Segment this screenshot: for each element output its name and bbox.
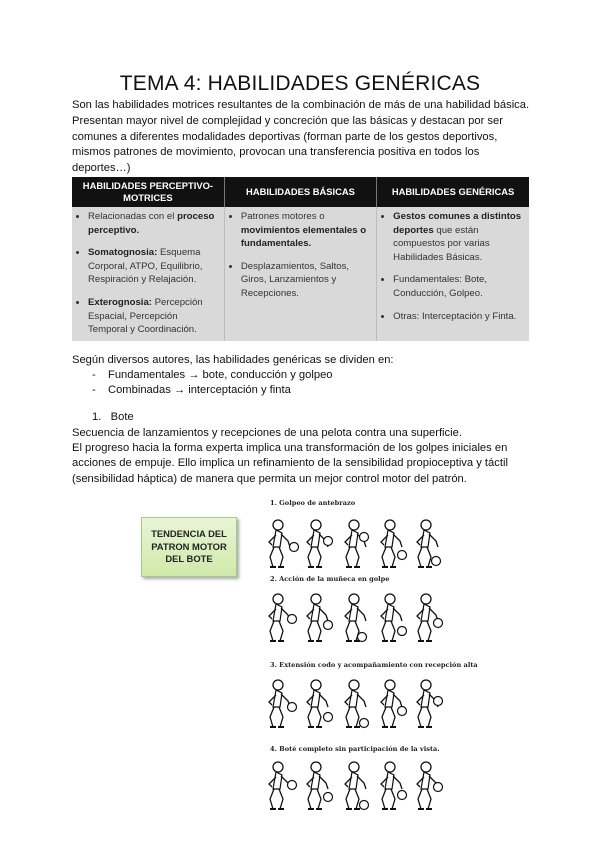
- list-item: • Gestos comunes a distintos deportes que están compuestos por varias Habilidades Básicas.: [393, 210, 524, 264]
- list-item: - Fundamentales → bote, conducción y golpeo: [92, 369, 333, 381]
- header-basicas: HABILIDADES BÁSICAS: [224, 177, 376, 207]
- list-item: • Fundamentales: Bote, Conducción, Golpeo.: [393, 273, 524, 300]
- row-3-figures: [269, 680, 443, 728]
- list-item: • Desplazamientos, Saltos, Giros, Lanzamientos y Recepciones.: [241, 260, 371, 301]
- pattern-label-box: TENDENCIA DEL PATRON MOTOR DEL BOTE: [141, 517, 237, 577]
- figure-caption: 2. Acción de la muñeca en golpe: [270, 575, 390, 583]
- division-intro: Según diversos autores, las habilidades genéricas se dividen en:: [72, 354, 394, 366]
- figure-caption: 1. Golpeo de antebrazo: [270, 499, 356, 507]
- page-title: TEMA 4: HABILIDADES GENÉRICAS: [119, 72, 481, 95]
- header-genericas: HABILIDADES GENÉRICAS: [377, 177, 529, 207]
- row-2-figures: [269, 594, 443, 642]
- list-item: • Relacionadas con el proceso perceptivo.: [88, 210, 219, 237]
- list-item: • Otras: Interceptación y Finta.: [393, 310, 524, 324]
- bote-pattern-illustration: [262, 495, 462, 825]
- row-1-figures: [269, 520, 441, 567]
- cell-genericas: [377, 207, 529, 341]
- bote-description: Secuencia de lanzamientos y recepciones de una pelota contra una superficie. El progreso hacia la forma experta implica una transformación de los golpes iniciales en acciones de empuje. Ello implica un refinamiento de la sensibilidad propioceptiva y táctil (sensibilidad háptica) de manera que permita un mejor control motor del patrón.: [72, 427, 508, 485]
- skills-table: [72, 177, 529, 341]
- header-perceptivo: HABILIDADES PERCEPTIVO-MOTRICES: [72, 177, 224, 207]
- list-item: - Combinadas → interceptación y finta: [92, 384, 291, 396]
- list-item: • Exterognosia: Percepción Espacial, Percepción Temporal y Coordinación.: [88, 296, 219, 337]
- list-item: • Somatognosia: Esquema Corporal, ATPO, Equilibrio, Respiración y Relajación.: [88, 246, 219, 287]
- row-4-figures: [269, 762, 443, 810]
- intro-paragraph: Son las habilidades motrices resultantes de la combinación de más de una habilidad básica. Presentan mayor nivel de complejidad y concreción que las básicas y destacan por ser comunes a diferentes modalidades deportivas (forman parte de los gestos deportivos, mismos patrones de movimiento, provocan una transferencia positiva en todos los deportes…): [72, 99, 530, 175]
- division-list: [92, 368, 333, 398]
- figure-caption: 3. Extensión codo y acompañamiento con recepción alta: [270, 661, 478, 669]
- cell-perceptivo: [72, 207, 224, 341]
- figure-caption: 4. Boté completo sin participación de la vista.: [270, 745, 440, 753]
- list-item: • Patrones motores o movimientos elementales o fundamentales.: [241, 210, 371, 251]
- cell-basicas: [224, 207, 376, 341]
- section-heading-bote: 1. Bote: [92, 411, 134, 423]
